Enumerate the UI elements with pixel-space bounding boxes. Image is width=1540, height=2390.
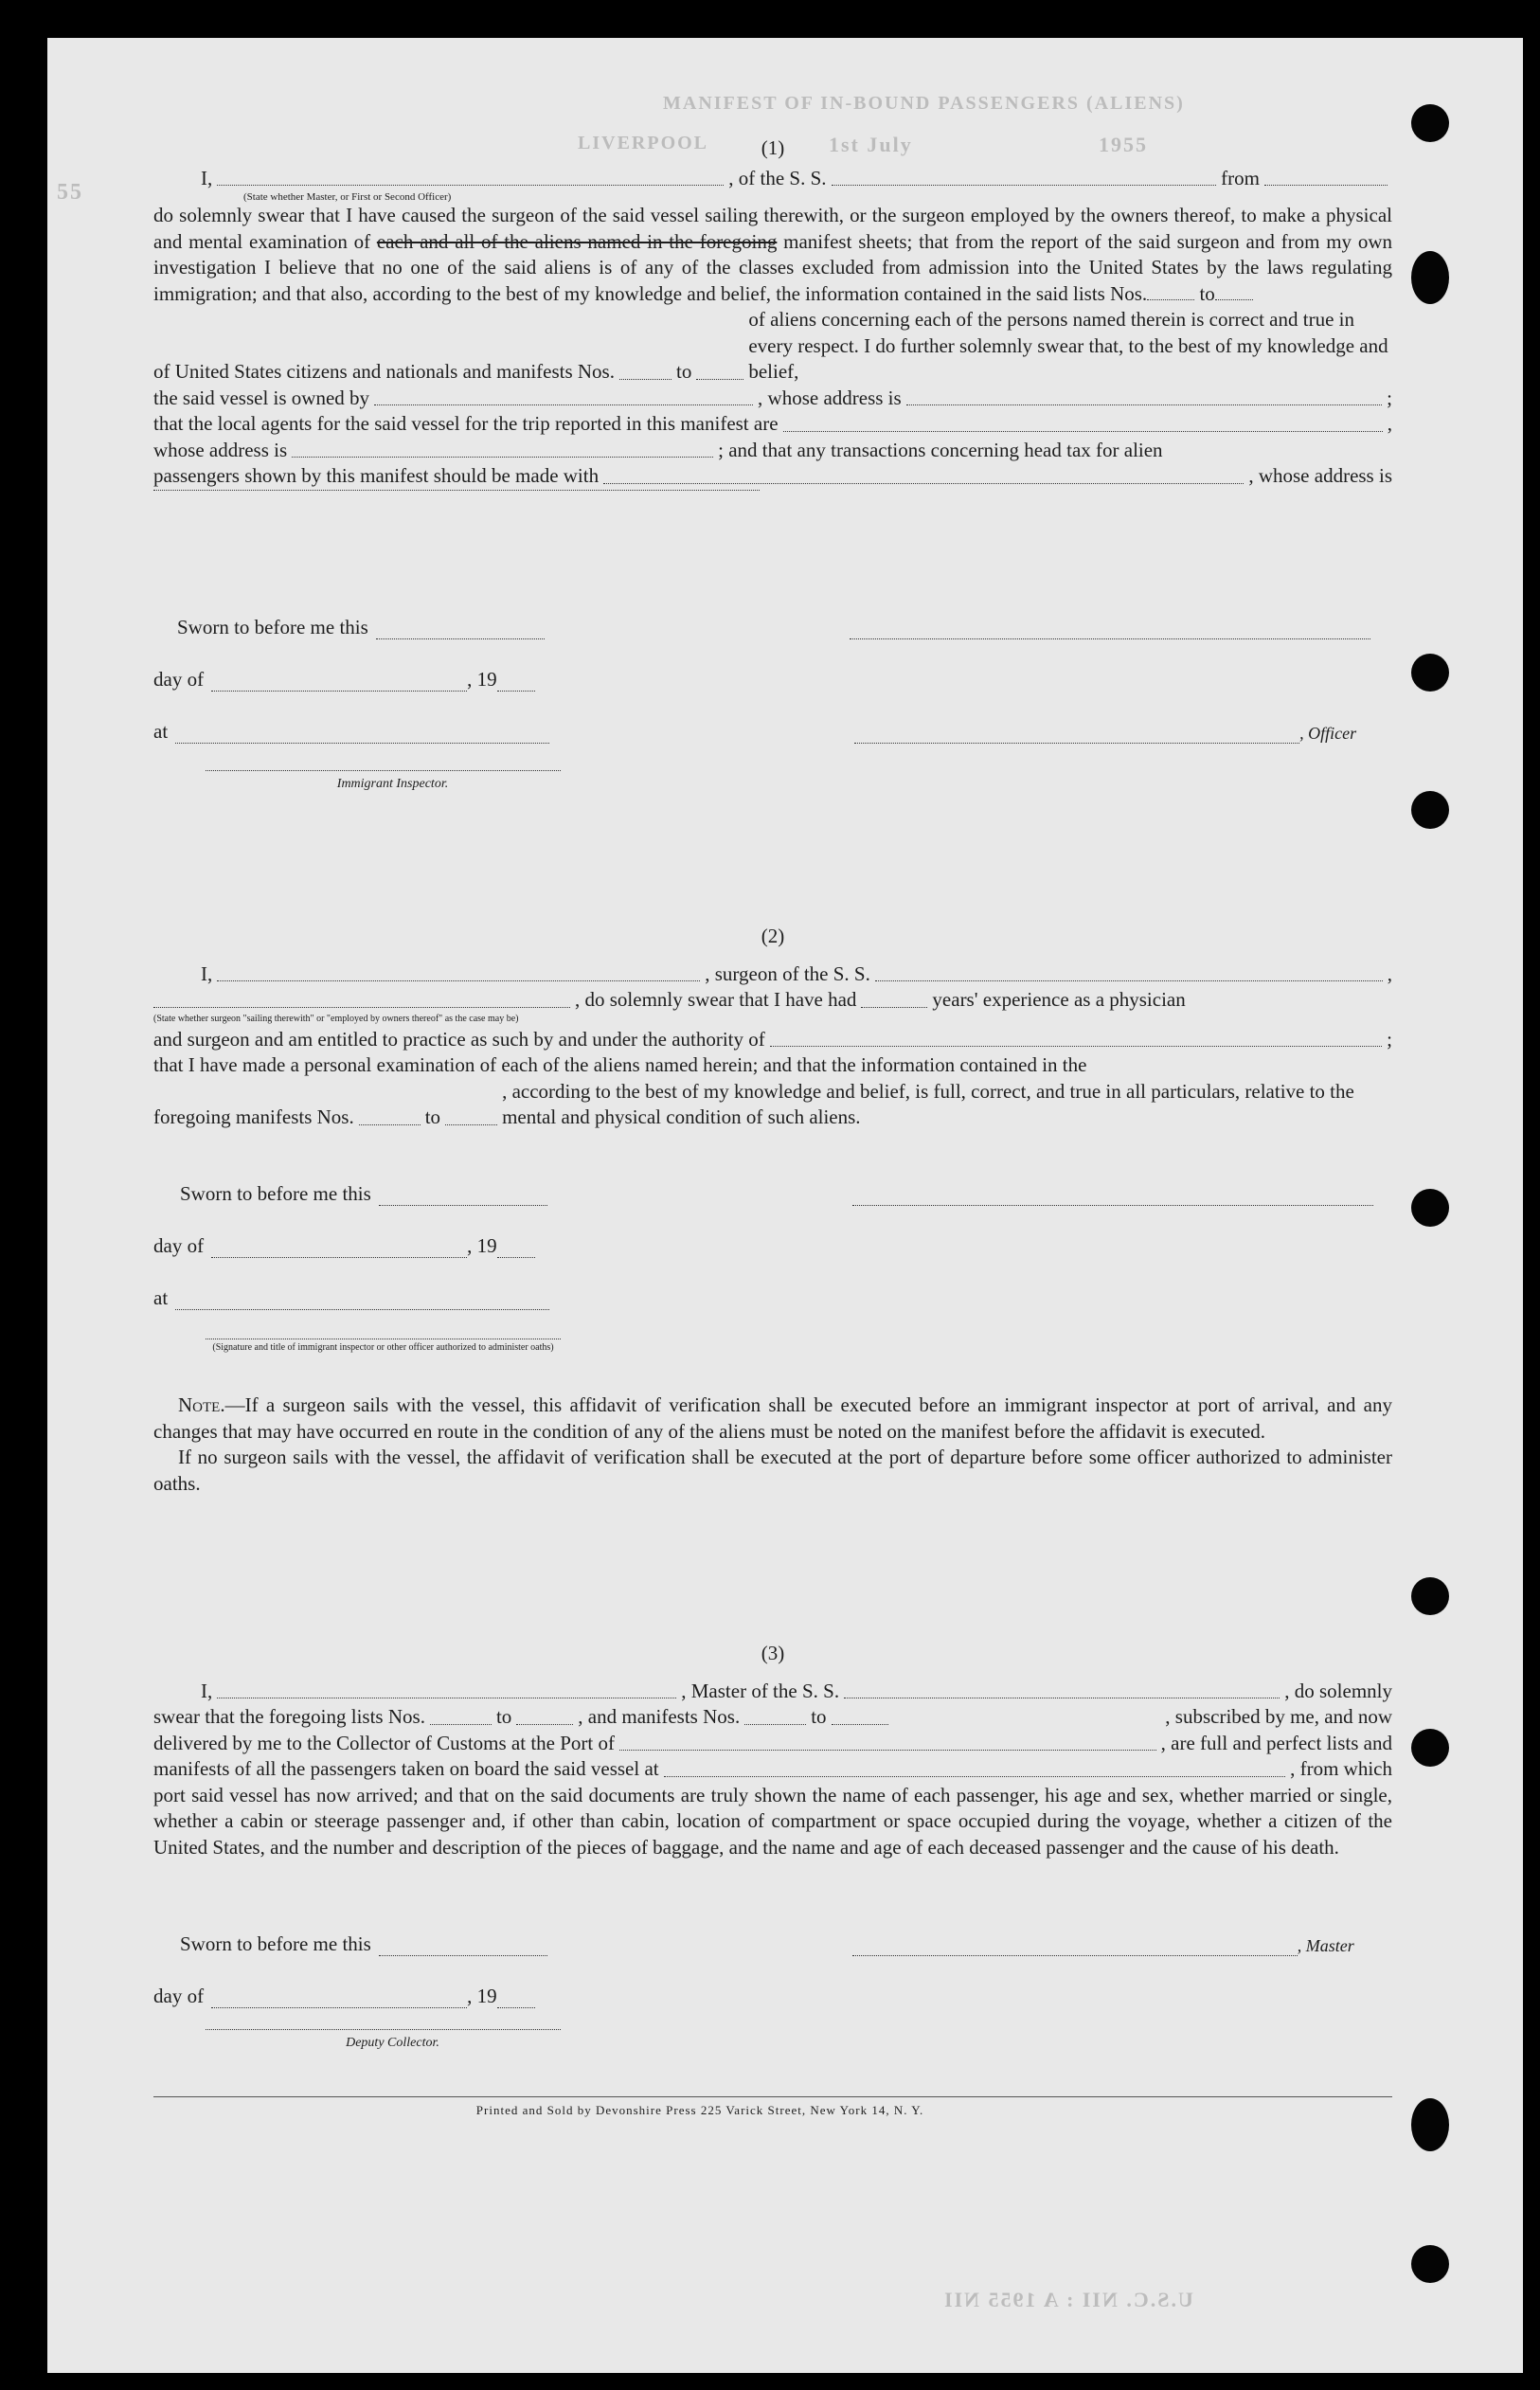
- printer-imprint: Printed and Sold by Devonshire Press 225 Varick Street, New York 14, N. Y.: [475, 2103, 924, 2117]
- lists-label: swear that the foregoing lists Nos.: [153, 1705, 425, 1728]
- signature-note: (Signature and title of immigrant inspector or other officer authorized to administer oaths): [212, 1342, 554, 1353]
- sworn-day-field[interactable]: [379, 1205, 547, 1206]
- section-3-jurat: [153, 1904, 1392, 2051]
- owner-field[interactable]: [374, 404, 753, 405]
- deputy-collector-signature-field[interactable]: [206, 2029, 561, 2030]
- officer-name-field[interactable]: [217, 185, 724, 186]
- header-ghost-date: 1st July: [829, 133, 913, 156]
- lists-from-field[interactable]: [430, 1724, 492, 1725]
- do-solemnly-label: , do solemnly: [1284, 1679, 1392, 1702]
- bottom-ghost-text: U.S.C. NII : A 1955 NII: [942, 2288, 1193, 2311]
- master-vessel-label: , Master of the S. S.: [681, 1679, 840, 1702]
- sworn-day-field[interactable]: [379, 1955, 547, 1956]
- manifests-label: , and manifests Nos.: [578, 1705, 741, 1728]
- section-2-jurat: [153, 1154, 1392, 1353]
- to-label: to: [675, 360, 692, 383]
- port-field[interactable]: [619, 1750, 1156, 1751]
- agents-address-field[interactable]: [292, 457, 713, 458]
- lists-to-field[interactable]: [516, 1724, 573, 1725]
- surgeon-vessel-field[interactable]: [875, 980, 1383, 981]
- note-block: [153, 1393, 1392, 1497]
- document-page: [47, 38, 1523, 2373]
- year-field[interactable]: [497, 2007, 535, 2008]
- officer-label: , Officer: [1299, 724, 1357, 743]
- head-tax-label: ; and that any transactions concerning head tax for alien: [718, 438, 1163, 461]
- year-label: , 19: [467, 668, 497, 691]
- sworn-label: Sworn to before me this: [180, 1182, 371, 1205]
- place-field[interactable]: [175, 1309, 549, 1310]
- manifest-to-field[interactable]: [696, 379, 743, 380]
- owned-by-label: the said vessel is owned by: [153, 386, 370, 409]
- section-3-number: (3): [761, 1642, 785, 1664]
- from-which-label: , from which: [1290, 1757, 1392, 1780]
- punch-hole: [1411, 654, 1449, 692]
- years-experience-field[interactable]: [861, 1007, 927, 1008]
- punch-hole: [1411, 1729, 1449, 1767]
- punch-hole: [1411, 1189, 1449, 1227]
- authority-label: and surgeon and am entitled to practice as such by and under the authority of: [153, 1027, 765, 1051]
- officer-rank-note: (State whether Master, or First or Second Officer): [243, 191, 452, 203]
- at-label: at: [153, 720, 169, 743]
- header-ghost-year: 1955: [1099, 133, 1148, 156]
- physician-label: years' experience as a physician: [932, 988, 1186, 1011]
- surgeon-status-field[interactable]: [153, 1007, 570, 1008]
- punch-hole: [1411, 1577, 1449, 1615]
- oath-2-conclusion: , according to the best of my knowledge and belief, is full, correct, and true in all particulars, relative to the mental and physical condition of such aliens.: [502, 1079, 1354, 1128]
- authority-field[interactable]: [770, 1046, 1382, 1047]
- header-ghost-port: LIVERPOOL: [578, 133, 709, 153]
- oath-2-body: that I have made a personal examination of each of the aliens named herein; and that the information contained in the: [153, 1053, 1087, 1076]
- oath-2-prefix: I,: [201, 961, 213, 985]
- punch-hole: [1411, 791, 1449, 829]
- experience-label: , do solemnly swear that I have had: [575, 988, 857, 1011]
- embarkation-port-field[interactable]: [664, 1776, 1286, 1777]
- day-of-label: day of: [153, 1985, 205, 2007]
- oath-1-prefix: I,: [201, 166, 213, 189]
- deputy-collector-caption: Deputy Collector.: [346, 2036, 439, 2050]
- head-tax-contact-field[interactable]: [603, 483, 1244, 484]
- taken-on-board-label: manifests of all the passengers taken on board the said vessel at: [153, 1757, 659, 1780]
- header-ghost-title: MANIFEST OF IN-BOUND PASSENGERS (ALIENS): [663, 93, 1185, 114]
- note-label: Note.: [178, 1393, 225, 1416]
- header-ghost-margin-number: 55: [57, 180, 83, 205]
- month-field[interactable]: [211, 691, 467, 692]
- manifests-from-field[interactable]: [744, 1724, 806, 1725]
- local-agents-label: that the local agents for the said vessel for the trip reported in this manifest are: [153, 412, 779, 435]
- from-port-field[interactable]: [1264, 185, 1388, 186]
- master-signature-field[interactable]: [852, 1955, 1298, 1956]
- month-field[interactable]: [211, 2007, 467, 2008]
- officer-title-field[interactable]: [854, 743, 1299, 744]
- local-agents-field[interactable]: [783, 431, 1383, 432]
- oath-3-body: port said vessel has now arrived; and that on the said documents are truly shown the name of each passenger, his age and sex, whether married or single, whether a cabin or steerage passenger and, if other than cabin, location of compartment or space occupied during the voyage, whether a citizen of the United States, and the number and description of the pieces of baggage, and the name and age of each deceased passenger and the cause of his death.: [153, 1783, 1392, 1859]
- year-field[interactable]: [497, 691, 535, 692]
- at-label: at: [153, 1286, 169, 1309]
- section-2: (2) I, , surgeon of the S. S. , , do solemnly swear that I have had years' experience as a physician (State whether surgeon "sailing therewith" or "employed by owners thereof" as the case may be) and surgeon and am entitled to practice as such by and under the authority of ; that I have made a personal examination of each of the aliens named herein; and that the information contained in the foregoing manifests Nos. to , according to the best of my knowledge and belief, is full, correct, and true in all particulars, relative to the mental and physical condition of such aliens.: [153, 924, 1392, 1131]
- to-label: to: [424, 1105, 441, 1128]
- oath-1-body: do solemnly swear that I have caused the surgeon of the said vessel sailing therewith, or the surgeon employed by the owners thereof, to make a physical and mental examination of each and all of the aliens named in the foregoing manifest sheets; that from the report of the said surgeon and from my own investigation I believe that no one of the said aliens is of any of the classes excluded from admission into the United States by the laws regulating immigration; and that also, according to the best of my knowledge and belief, the information contained in the said lists Nos. to: [153, 204, 1392, 305]
- owner-address-label: , whose address is: [758, 386, 902, 409]
- full-lists-label: , are full and perfect lists and: [1160, 1731, 1392, 1754]
- aliens-persons-label: of aliens concerning each of the persons named therein is correct and true in every respect. I do further solemnly swear that, to the best of my knowledge and belief,: [748, 308, 1388, 383]
- year-field[interactable]: [497, 1257, 535, 1258]
- manifest-from-field[interactable]: [619, 379, 672, 380]
- surgeon-manifest-to-field[interactable]: [445, 1124, 497, 1125]
- surgeon-name-field[interactable]: [217, 980, 700, 981]
- footer-rule: [153, 2096, 1392, 2097]
- surgeon-status-note: (State whether surgeon "sailing therewith" or "employed by owners thereof" as the case may be): [153, 1013, 519, 1024]
- subscribed-label: , subscribed by me, and now: [1165, 1705, 1392, 1728]
- punch-hole: [1411, 104, 1449, 142]
- year-label: , 19: [467, 1234, 497, 1257]
- oath-1-from-label: from: [1221, 166, 1260, 189]
- surgeon-signature-field[interactable]: [852, 1205, 1373, 1206]
- section-3: [153, 1641, 1392, 1860]
- surgeon-manifest-from-field[interactable]: [359, 1124, 421, 1125]
- note-paragraph-1: Note.—If a surgeon sails with the vessel, this affidavit of verification shall be executed before an immigrant inspector at port of arrival, and any changes that may have occurred en route in the condition of any of the aliens must be noted on the manifest before the affidavit is executed.: [153, 1393, 1392, 1443]
- to-label: to: [495, 1705, 512, 1728]
- oath-3-prefix: I,: [201, 1679, 213, 1702]
- inspector-caption: Immigrant Inspector.: [336, 777, 449, 791]
- contact-address-label: , whose address is: [1248, 464, 1392, 487]
- manifests-to-field[interactable]: [832, 1724, 888, 1725]
- sworn-label: Sworn to before me this: [177, 616, 368, 638]
- section-1: (1) I, , of the S. S. from (State whether Master, or First or Second Officer) do solemnly swear that I have caused the surgeon of the said vessel sailing therewith, or the surgeon employed by the owners thereof, to make a physical and mental examination of each and all of the aliens named in the foregoing manifest sheets; that from the report of the said surgeon and from my own investigation I believe that no one of the said aliens is of any of the classes excluded from admission into the United States by the laws regulating immigration; and that also, according to the best of my knowledge and belief, the information contained in the said lists Nos. to of United States citizens and nationals and manifests Nos. to of aliens concerning each of the persons named therein is correct and true in every respect. I do further solemnly swear that, to the best of my knowledge and belief, the said vessel is owned by , whose address is ; that the local agents for the said vessel for the trip reported in this manifest are , whose address is ; and that any transactions concerning head tax for alien passengers shown by this manifest should be made with , whose address is: [153, 135, 1392, 496]
- punch-hole: [1411, 2245, 1449, 2283]
- surgeon-vessel-label: , surgeon of the S. S.: [705, 961, 870, 985]
- agents-address-label: whose address is: [153, 438, 288, 461]
- collector-label: delivered by me to the Collector of Customs at the Port of: [153, 1731, 615, 1754]
- oath-1-vessel-label: , of the S. S.: [728, 166, 827, 189]
- note-paragraph-2: If no surgeon sails with the vessel, the affidavit of verification shall be executed at the port of departure before some officer authorized to administer oaths.: [153, 1446, 1392, 1495]
- place-field[interactable]: [175, 743, 549, 744]
- foregoing-manifests-label: foregoing manifests Nos.: [153, 1105, 354, 1128]
- vessel-name-field[interactable]: [832, 185, 1217, 186]
- section-2-number: (2): [761, 925, 785, 947]
- contact-address-field[interactable]: [153, 490, 760, 491]
- passengers-label: passengers shown by this manifest should be made with: [153, 464, 600, 487]
- master-label: , Master: [1297, 1936, 1354, 1955]
- section-1-number: (1): [761, 136, 785, 159]
- citizens-manifests-label: of United States citizens and nationals and manifests Nos.: [153, 360, 615, 383]
- month-field[interactable]: [211, 1257, 467, 1258]
- day-of-label: day of: [153, 1234, 205, 1257]
- sworn-label: Sworn to before me this: [180, 1932, 371, 1955]
- section-1-jurat: [153, 587, 1392, 792]
- sworn-day-field[interactable]: [376, 638, 545, 639]
- owner-address-field[interactable]: [906, 404, 1382, 405]
- inspector-signature-field[interactable]: [206, 770, 561, 771]
- officer-signature-field[interactable]: [850, 638, 1370, 639]
- to-label: to: [811, 1705, 827, 1728]
- year-label: , 19: [467, 1985, 497, 2007]
- punch-hole: [1411, 251, 1449, 304]
- day-of-label: day of: [153, 668, 205, 691]
